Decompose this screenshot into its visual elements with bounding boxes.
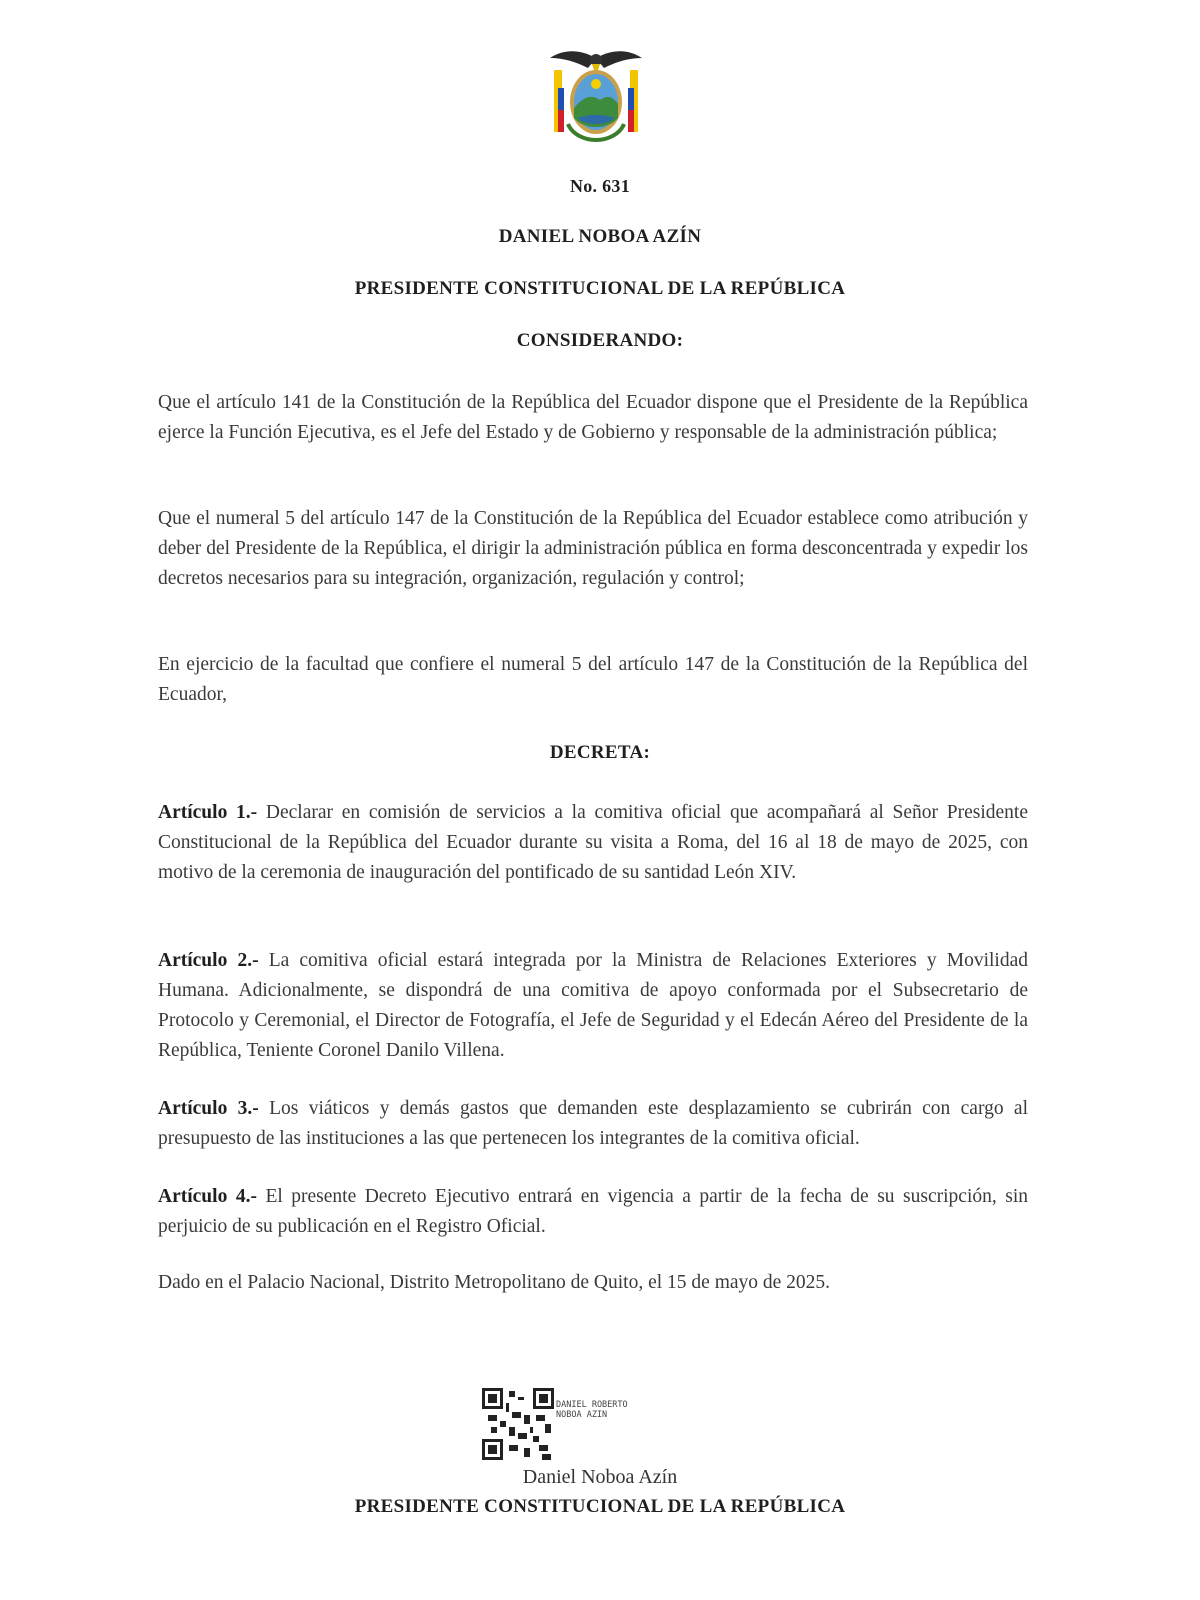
signer-name: Daniel Noboa Azín [522,1466,678,1488]
article-label: Artículo 2.- [158,950,259,971]
qr-code-icon [482,1388,554,1460]
signature-stamp-text [556,1400,628,1420]
president-name: DANIEL NOBOA AZÍN [498,226,702,247]
consideration-paragraph: Que el artículo 141 de la Constitución de la República del Ecuador dispone que el Presidente de la República ejerce la Función Ejecutiva, es el Jefe del Estado y de Gobierno y responsable de la administración pública; [158,392,1028,443]
coat-of-arms-icon [548,44,644,144]
consideration-paragraph: En ejercicio de la facultad que confiere el numeral 5 del artículo 147 de la Constitución de la República del Ecuador, [158,654,1028,705]
considerando-heading: CONSIDERANDO: [516,330,684,351]
article-text: La comitiva oficial estará integrada por la Ministra de Relaciones Exteriores y Movilidad Humana. Adicionalmente, se dispondrá de una comitiva de apoyo conformada por el Subsecretario de Protocolo y Ceremonial, el Director de Fotografía, el Jefe de Seguridad y el Edecán Aéreo del Presidente de la República, Teniente Coronel Danilo Villena. [158,950,1028,1061]
stamp-name-line: NOBOA AZIN [556,1410,608,1420]
closing-line: Dado en el Palacio Nacional, Distrito Metropolitano de Quito, el 15 de mayo de 2025. [158,1272,831,1293]
article-text: El presente Decreto Ejecutivo entrará en vigencia a partir de la fecha de su suscripción, sin perjuicio de su publicación en el Registro Oficial. [158,1186,1028,1237]
article-2 [158,946,1028,1066]
article-text: Los viáticos y demás gastos que demanden este desplazamiento se cubrirán con cargo al presupuesto de las instituciones a las que pertenecen los integrantes de la comitiva oficial. [158,1098,1029,1149]
signer-title: PRESIDENTE CONSTITUCIONAL DE LA REPÚBLICA [354,1496,846,1517]
article-label: Artículo 3.- [158,1098,259,1119]
decree-number: No. 631 [569,176,631,196]
article-text: Declarar en comisión de servicios a la comitiva oficial que acompañará al Señor Presidente Constitucional de la República del Ecuador durante su visita a Roma, del 16 al 18 de mayo de 2025, con motivo de la ceremonia de inauguración del pontificado de su santidad León XIV. [158,802,1029,883]
consideration-paragraph: Que el numeral 5 del artículo 147 de la Constitución de la República del Ecuador establece como atribución y deber del Presidente de la República, el dirigir la administración pública en forma desconcentrada y expedir los decretos necesarios para su integración, organización, regulación y control; [158,508,1028,589]
president-title: PRESIDENTE CONSTITUCIONAL DE LA REPÚBLICA [354,278,846,299]
decreta-heading: DECRETA: [549,742,651,763]
electronic-signature-stamp [482,1388,722,1468]
article-3 [158,1094,1028,1154]
article-label: Artículo 1.- [158,802,258,823]
article-4 [158,1182,1028,1242]
article-1 [158,798,1028,888]
stamp-name-line: DANIEL ROBERTO [556,1400,628,1410]
article-label: Artículo 4.- [158,1186,257,1207]
